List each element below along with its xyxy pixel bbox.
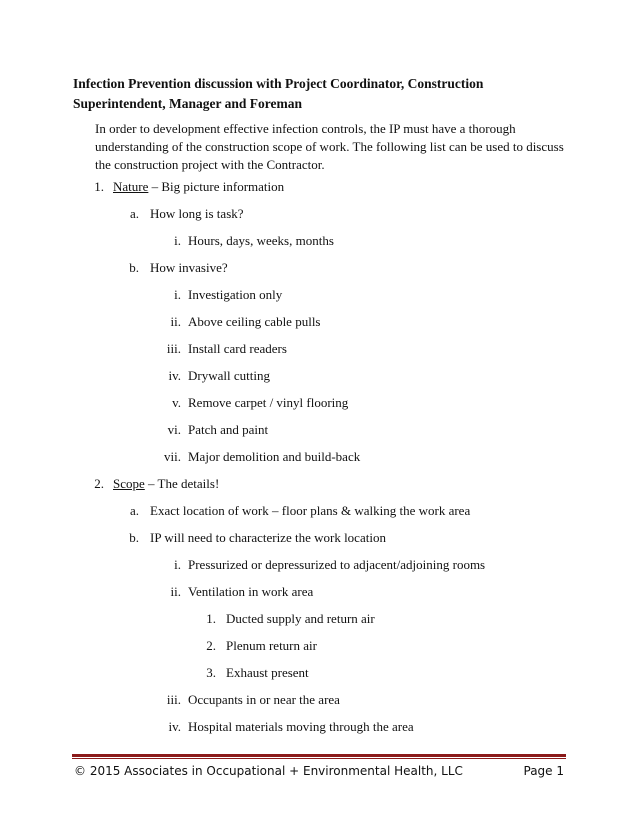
footer-rule-thin [72,758,566,759]
intro-paragraph: In order to development effective infection controls, the IP must have a thorough understanding of the construction scope of work. The following list can be used to discuss the construction project with the Contractor. [95,121,564,172]
footer-copyright: © 2015 Associates in Occupational + Environmental Health, LLC [74,764,463,778]
footer-page-number: Page 1 [523,764,564,778]
footer-rule [72,754,566,757]
document-title: Infection Prevention discussion with Project Coordinator, Construction Superintendent, Manager and Foreman [73,76,484,111]
